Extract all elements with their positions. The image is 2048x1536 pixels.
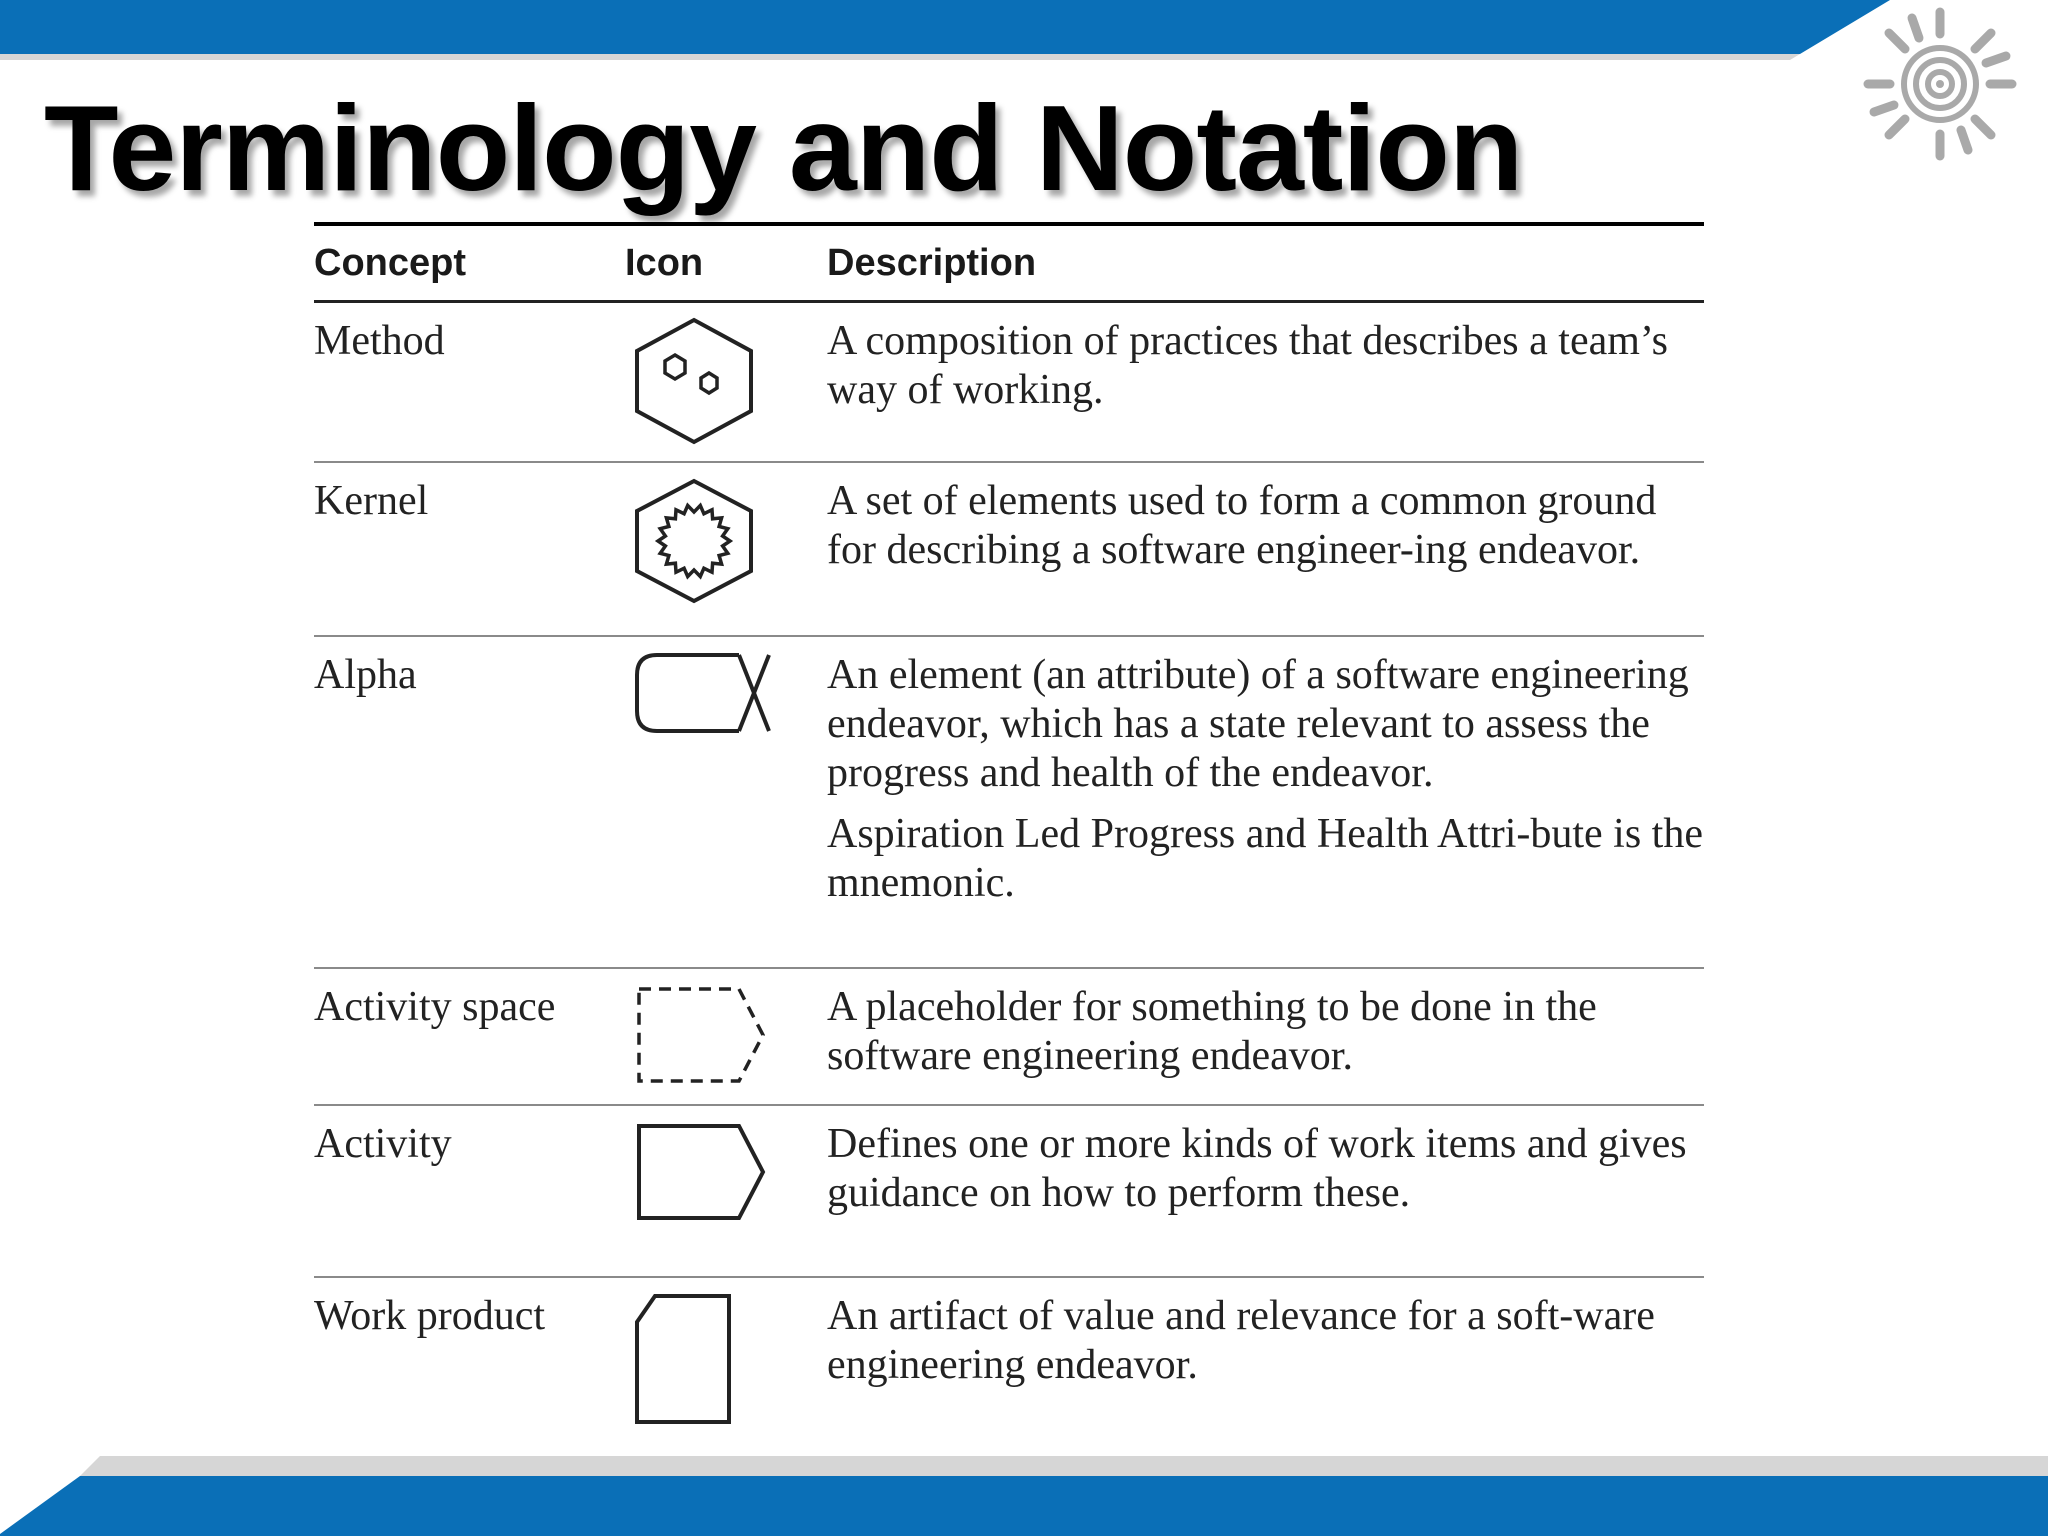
table-row-activity (314, 1106, 1704, 1276)
description-paragraph: An artifact of value and relevance for a soft-ware engineering endeavor. (827, 1293, 1655, 1388)
concept-kernel: Kernel (314, 478, 429, 524)
table-row-method (314, 303, 1704, 461)
concept-work-product: Work product (314, 1293, 546, 1339)
description-paragraph: A composition of practices that describes a team’s way of working. (827, 318, 1668, 413)
description-kernel (827, 463, 1704, 635)
description-method (827, 303, 1704, 461)
description-paragraph: Aspiration Led Progress and Health Attri-bute is the mnemonic. (827, 811, 1703, 906)
description-paragraph: A set of elements used to form a common ground for describing a software engineer-ing endeavor. (827, 478, 1657, 573)
bottom-band (0, 1456, 2048, 1536)
header-description: Description (827, 241, 1037, 284)
description-activity-space (827, 969, 1704, 1104)
description-activity (827, 1106, 1704, 1276)
concept-method: Method (314, 318, 445, 364)
alpha-icon (629, 637, 789, 747)
header-icon: Icon (625, 241, 704, 284)
header-concept: Concept (314, 241, 466, 284)
description-alpha (827, 637, 1704, 967)
sun-spiral-icon (1860, 4, 2020, 164)
concept-activity-space: Activity space (314, 984, 556, 1030)
description-work-product (827, 1278, 1704, 1438)
concept-activity: Activity (314, 1121, 452, 1167)
table-row-kernel (314, 463, 1704, 635)
top-band (0, 0, 2048, 62)
kernel-hexagon-gear-icon (629, 463, 769, 613)
slide-title: Terminology and Notation (44, 80, 1523, 216)
concept-alpha: Alpha (314, 652, 417, 698)
method-hexagon-icon (629, 303, 769, 453)
work-product-document-icon (629, 1278, 759, 1428)
description-paragraph: An element (an attribute) of a software engineering endeavor, which has a state relevant to assess the progress and health of the endeavor. (827, 652, 1689, 796)
activity-space-dashed-icon (629, 969, 779, 1089)
table-row-activity-space (314, 969, 1704, 1104)
table-row-work-product (314, 1278, 1704, 1438)
table-row-alpha (314, 637, 1704, 967)
table-header-row (314, 226, 1704, 300)
description-paragraph: Defines one or more kinds of work items and gives guidance on how to perform these. (827, 1121, 1687, 1216)
description-paragraph: A placeholder for something to be done in the software engineering endeavor. (827, 984, 1597, 1079)
activity-pentagon-icon (629, 1106, 779, 1226)
terminology-table (314, 222, 1704, 1438)
